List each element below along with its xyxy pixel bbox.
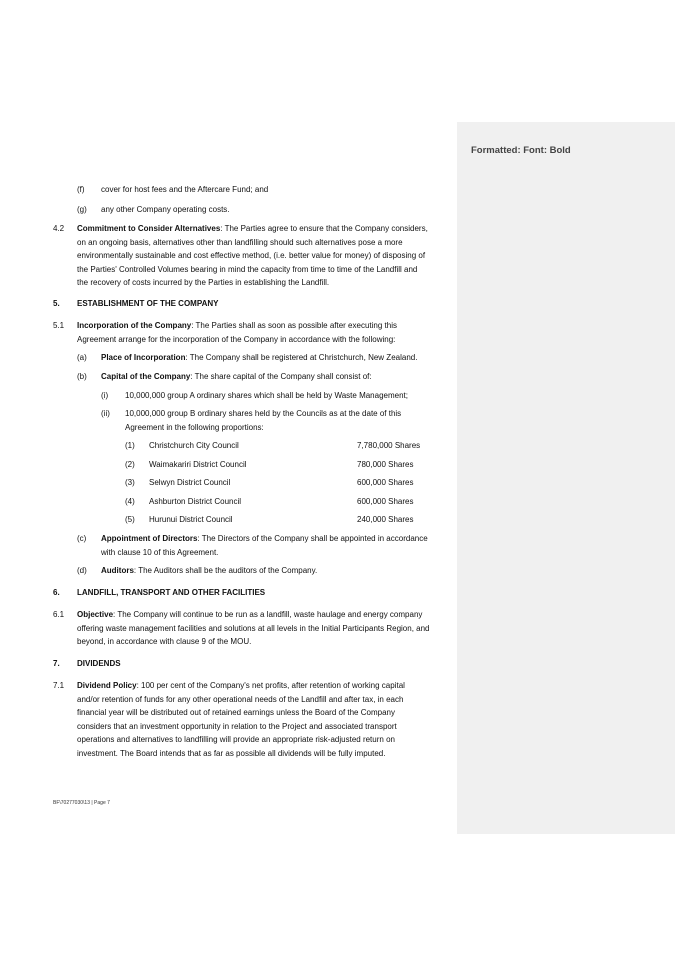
sub-c-line-2: with clause 10 of this Agreement.	[101, 547, 219, 557]
item-g-number: (g)	[77, 205, 87, 214]
section-5-title: ESTABLISHMENT OF THE COMPANY	[77, 299, 219, 308]
section-6-number: 6.	[53, 588, 60, 597]
clause-4-2-line-4: the Parties' Controlled Volumes bearing in mind the capacity from time to time of the Landfill and	[77, 264, 418, 274]
clause-7-1-line-5: operations and alternatives to landfilling will provide an appropriate risk-adjusted return on	[77, 735, 395, 744]
item-f-text: cover for host fees and the Aftercare Fund; and	[101, 185, 269, 194]
share-row-number: (2)	[125, 460, 135, 469]
clause-7-1-line-4: considers that an investment opportunity in relation to the Project and associated transport	[77, 721, 397, 731]
share-row-amount: 7,780,000 Shares	[357, 441, 421, 450]
share-row-council: Christchurch City Council	[149, 441, 239, 450]
item-f-number: (f)	[77, 185, 85, 194]
clause-5-1-heading: Incorporation of the Company	[77, 321, 192, 330]
sub-ii-line-1: 10,000,000 group B ordinary shares held by the Councils as at the date of this	[125, 409, 402, 418]
clause-5-1-text: : The Parties shall as soon as possible after executing this	[191, 321, 397, 330]
sub-a-heading: Place of Incorporation	[101, 353, 186, 362]
sub-d-text: : The Auditors shall be the auditors of the Company.	[133, 566, 318, 575]
clause-6-1-line-2: offering waste management facilities and solutions at all levels in the Initial Participants Region, and	[77, 623, 430, 633]
sub-d-line	[101, 564, 317, 578]
clause-5-1-number: 5.1	[53, 321, 65, 330]
clause-6-1-heading: Objective	[77, 610, 114, 619]
clause-5-1-line-2: Agreement arrange for the incorporation of the Company in accordance with the following:	[77, 334, 396, 344]
section-7-number: 7.	[53, 659, 60, 668]
sub-c-number: (c)	[77, 534, 87, 543]
clause-7-1-line-2: and/or retention of funds for any other operational needs of the Landfill and after tax, in each	[77, 694, 404, 704]
section-5-number: 5.	[53, 299, 60, 308]
sub-ii-line-2: Agreement in the following proportions:	[125, 422, 264, 432]
section-7-title: DIVIDENDS	[77, 659, 121, 668]
share-row-council: Hurunui District Council	[149, 515, 233, 524]
sub-i-text: 10,000,000 group A ordinary shares which shall be held by Waste Management;	[125, 391, 408, 400]
clause-4-2-line-5: the recovery of costs incurred by the Parties in establishing the Landfill.	[77, 278, 330, 287]
clause-4-2-line-2: on an ongoing basis, alternatives other than landfilling should such alternatives pose a more	[77, 237, 403, 247]
sub-c-heading: Appointment of Directors	[101, 534, 198, 543]
sub-b-heading: Capital of the Company	[101, 372, 191, 381]
clause-6-1-number: 6.1	[53, 610, 65, 619]
share-row-number: (3)	[125, 478, 135, 487]
sub-i-number: (i)	[101, 391, 109, 400]
sub-ii-number: (ii)	[101, 409, 110, 418]
share-row-amount: 240,000 Shares	[357, 515, 414, 524]
sub-d-number: (d)	[77, 566, 87, 575]
share-row-amount: 600,000 Shares	[357, 497, 414, 506]
share-row-number: (1)	[125, 441, 135, 450]
clause-4-2-heading: Commitment to Consider Alternatives	[77, 224, 221, 233]
clause-7-1-line-3: financial year will be distributed out of retained earnings unless the Board of the Company	[77, 708, 395, 717]
sub-b-number: (b)	[77, 372, 87, 381]
sub-b-line	[101, 370, 372, 384]
clause-4-2-line-1	[77, 222, 428, 236]
clause-4-2-line-3: environmentally sustainable and cost effective method, (i.e. better value for money) of disposing of	[77, 251, 426, 260]
clause-7-1-line-6: investment. The Board intends that as far as possible all dividends will be fully imputed.	[77, 748, 386, 758]
sub-d-heading: Auditors	[101, 566, 134, 575]
item-g-text: any other Company operating costs.	[101, 205, 230, 214]
share-row-council: Selwyn District Council	[149, 478, 231, 487]
clause-7-1-text: : 100 per cent of the Company's net profits, after retention of working capital	[136, 681, 405, 690]
share-row-amount: 780,000 Shares	[357, 460, 414, 469]
sub-b-text: : The share capital of the Company shall consist of:	[190, 372, 372, 381]
sub-a-line	[101, 351, 417, 365]
share-row-number: (4)	[125, 497, 135, 506]
sub-c-line-1	[101, 532, 428, 546]
page-footer: BF\70277030\13 | Page 7	[53, 800, 110, 806]
clause-5-1-line-1	[77, 319, 397, 333]
sub-a-number: (a)	[77, 353, 87, 362]
clause-6-1-text: : The Company will continue to be run as a landfill, waste haulage and energy company	[113, 610, 423, 619]
clause-7-1-line-1	[77, 679, 405, 693]
comment-pane	[457, 122, 675, 834]
clause-4-2-number: 4.2	[53, 224, 65, 233]
section-6-title: LANDFILL, TRANSPORT AND OTHER FACILITIES	[77, 588, 266, 597]
clause-6-1-line-3: beyond, in accordance with clause 9 of the MOU.	[77, 637, 252, 646]
clause-7-1-heading: Dividend Policy	[77, 681, 137, 690]
share-row-council: Ashburton District Council	[149, 497, 242, 506]
clause-7-1-number: 7.1	[53, 681, 65, 690]
sub-a-text: : The Company shall be registered at Christchurch, New Zealand.	[185, 353, 418, 362]
sub-c-text: : The Directors of the Company shall be appointed in accordance	[197, 534, 428, 543]
share-row-number: (5)	[125, 515, 135, 524]
clause-4-2-text: : The Parties agree to ensure that the Company considers,	[220, 224, 428, 233]
clause-6-1-line-1	[77, 608, 422, 622]
share-row-council: Waimakariri District Council	[149, 460, 247, 469]
comment-title: Formatted: Font: Bold	[471, 145, 571, 156]
share-row-amount: 600,000 Shares	[357, 478, 414, 487]
